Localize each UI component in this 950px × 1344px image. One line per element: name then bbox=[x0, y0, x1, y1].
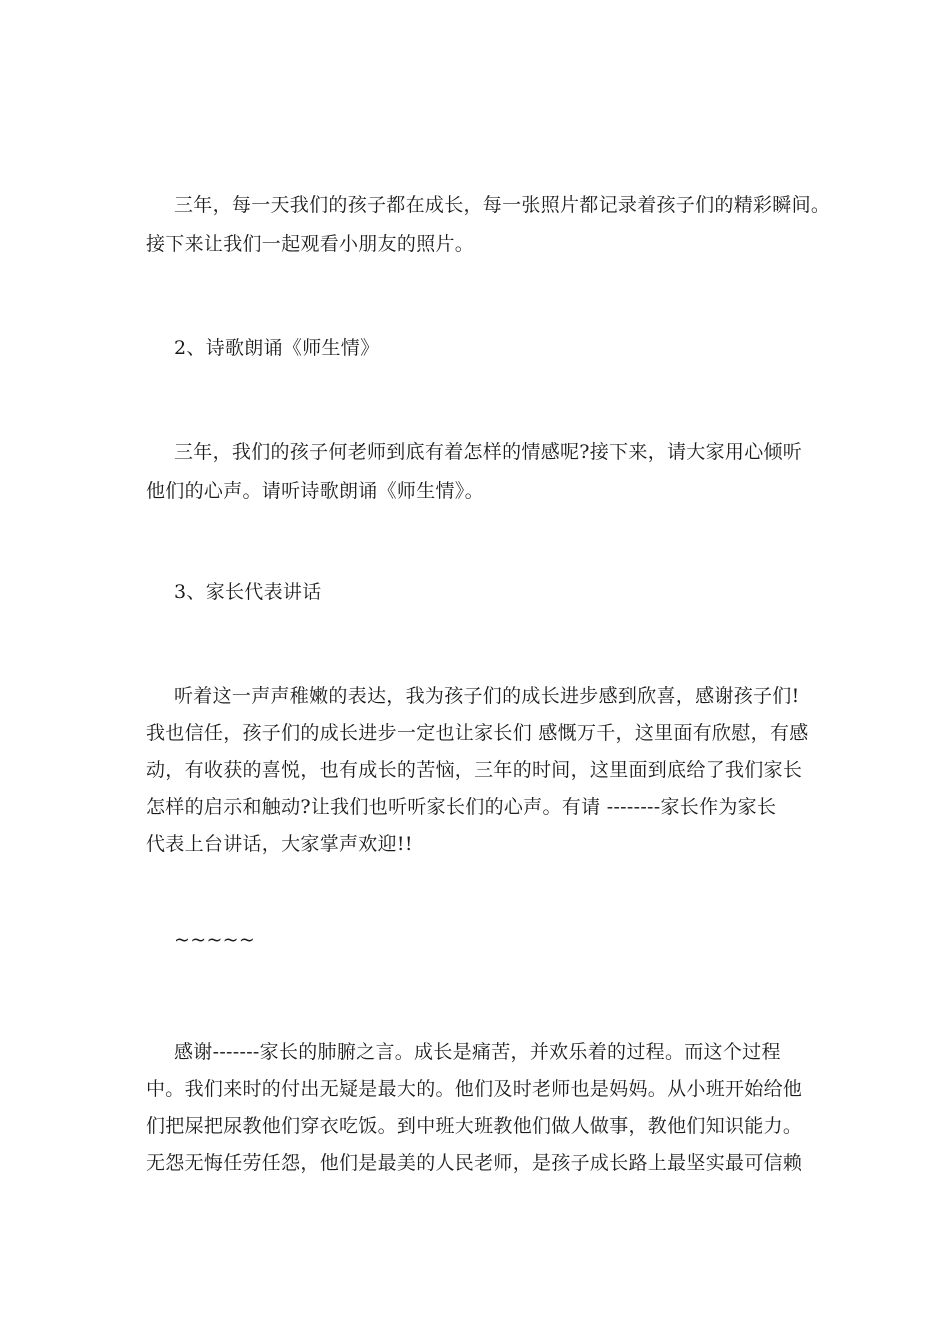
paragraph-line: 接下来让我们一起观看小朋友的照片。 bbox=[146, 233, 475, 255]
paragraph-line: 中。我们来时的付出无疑是最大的。他们及时老师也是妈妈。从小班开始给他 bbox=[146, 1078, 803, 1100]
paragraph-line: 我也信任，孩子们的成长进步一定也让家长们 感慨万千，这里面有欣慰，有感 bbox=[146, 722, 809, 744]
section-heading: 3、家长代表讲话 bbox=[174, 581, 322, 603]
paragraph-line: 三年，每一天我们的孩子都在成长，每一张照片都记录着孩子们的精彩瞬间。 bbox=[174, 194, 831, 216]
tilde-separator: ~~~~~ bbox=[174, 929, 256, 951]
paragraph-line: 们把屎把尿教他们穿衣吃饭。到中班大班教他们做人做事，教他们知识能力。 bbox=[146, 1115, 803, 1137]
paragraph-line: 三年，我们的孩子何老师到底有着怎样的情感呢?接下来，请大家用心倾听 bbox=[174, 441, 803, 463]
paragraph-line: 听着这一声声稚嫩的表达，我为孩子们的成长进步感到欣喜，感谢孩子们! bbox=[174, 685, 800, 707]
paragraph-line: 怎样的启示和触动?让我们也听听家长们的心声。有请 --------家长作为家长 bbox=[146, 796, 777, 818]
paragraph-line: 无怨无悔任劳任怨，他们是最美的人民老师，是孩子成长路上最坚实最可信赖 bbox=[146, 1152, 803, 1174]
paragraph-line: 他们的心声。请听诗歌朗诵《师生情》。 bbox=[146, 480, 484, 502]
paragraph-line: 代表上台讲话，大家掌声欢迎!! bbox=[146, 833, 413, 855]
paragraph-line: 动，有收获的喜悦，也有成长的苦恼，三年的时间，这里面到底给了我们家长 bbox=[146, 759, 803, 781]
paragraph-line: 感谢-------家长的肺腑之言。成长是痛苦，并欢乐着的过程。而这个过程 bbox=[174, 1041, 781, 1063]
section-heading: 2、诗歌朗诵《师生情》 bbox=[174, 337, 380, 359]
